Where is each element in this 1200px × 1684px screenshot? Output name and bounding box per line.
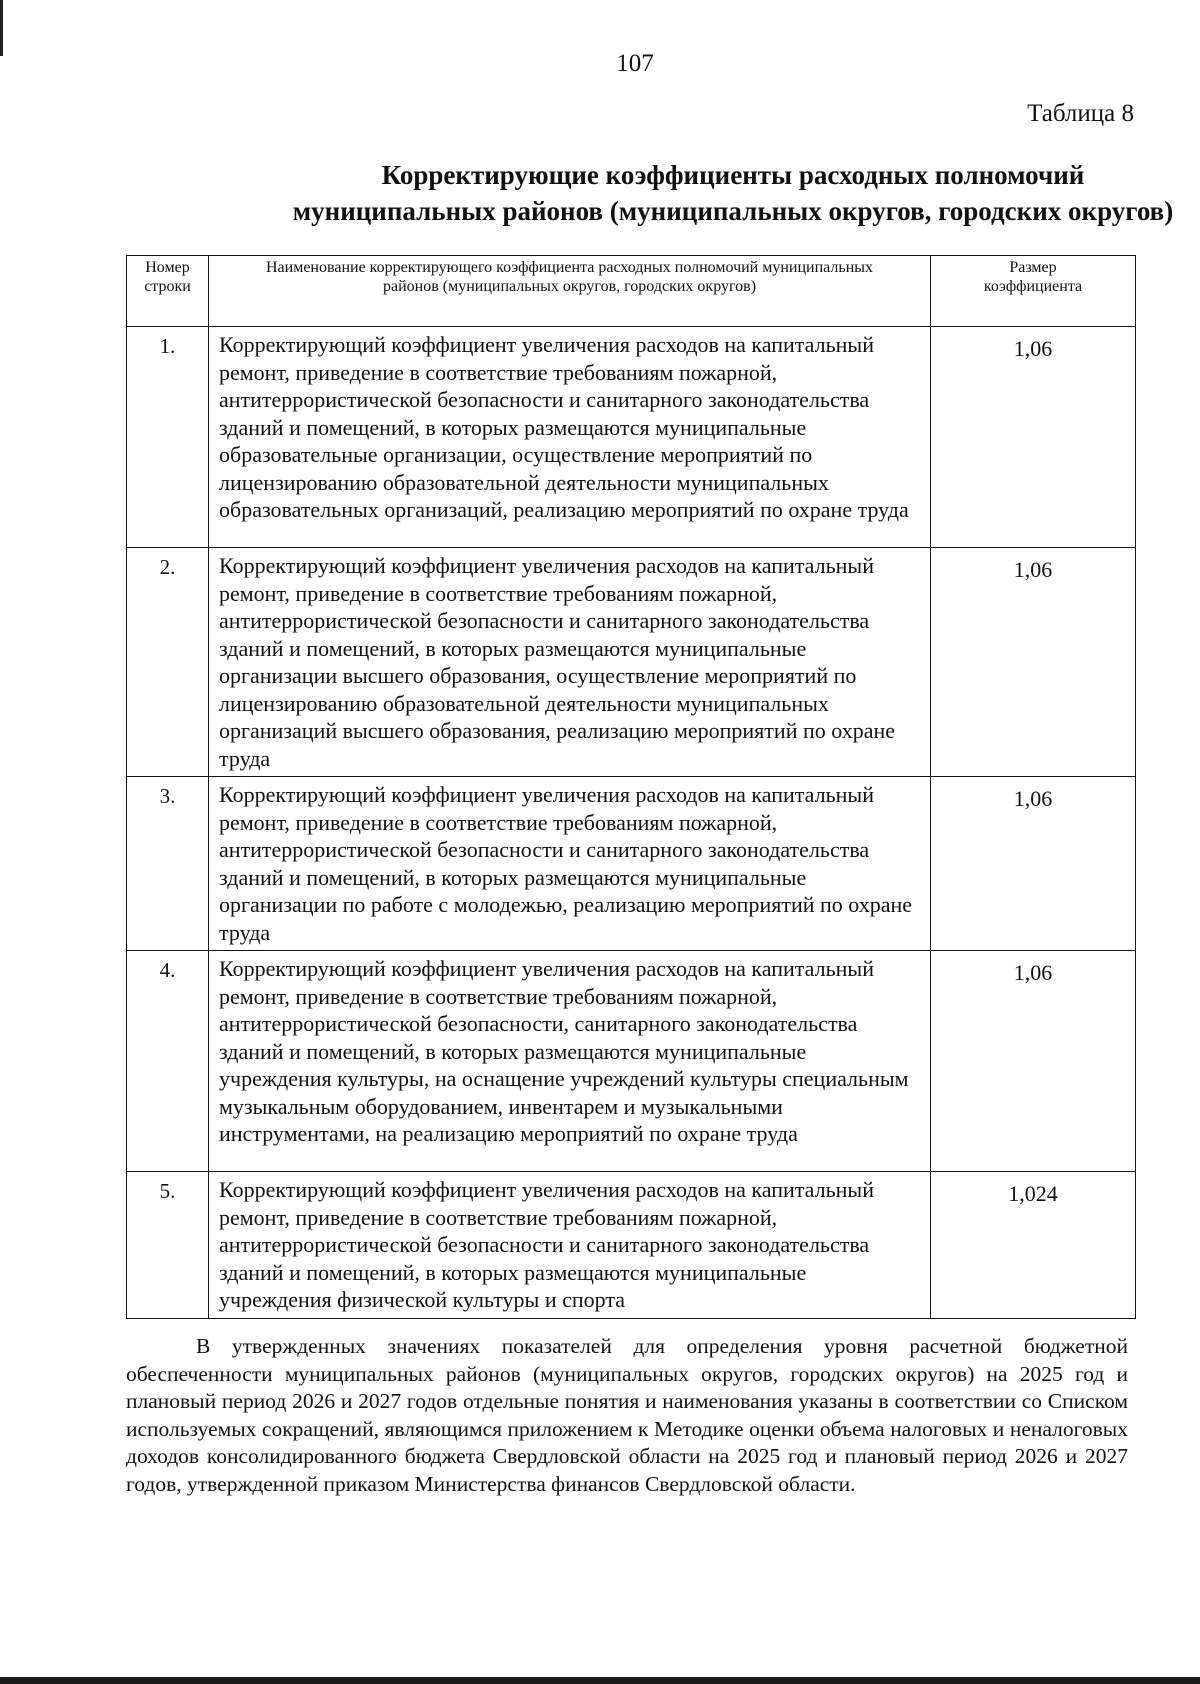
table-body bbox=[127, 327, 1136, 1319]
table-row bbox=[127, 777, 1136, 951]
row-number: 1. bbox=[127, 327, 209, 548]
coefficients-table bbox=[126, 255, 1136, 1319]
coefficient-name: Корректирующий коэффициент увеличения расходов на капитальный ремонт, приведение в соответствие требованиям пожарной, антитеррористической безопасности и санитарного законодательства зданий и помещений, в которых размещаются муниципальные организации высшего образования, осуществление мероприятий по лицензированию образовательной деятельности муниципальных организаций высшего образования, реализацию мероприятий по охране труда bbox=[209, 548, 931, 777]
coefficient-name: Корректирующий коэффициент увеличения расходов на капитальный ремонт, приведение в соответствие требованиям пожарной, антитеррористической безопасности и санитарного законодательства зданий и помещений, в которых размещаются муниципальные образовательные организации, осуществление мероприятий по лицензированию образовательной деятельности муниципальных образовательных организаций, реализацию мероприятий по охране труда bbox=[209, 327, 931, 548]
coefficient-value: 1,024 bbox=[931, 1172, 1136, 1319]
row-number: 4. bbox=[127, 951, 209, 1172]
row-number: 5. bbox=[127, 1172, 209, 1319]
header-row-number: Номер строки bbox=[127, 256, 209, 327]
table-row bbox=[127, 548, 1136, 777]
scan-edge-bottom bbox=[0, 1677, 1200, 1684]
coefficient-value: 1,06 bbox=[931, 327, 1136, 548]
header-coefficient-value: Размер коэффициента bbox=[931, 256, 1136, 327]
table-row bbox=[127, 327, 1136, 548]
coefficient-name: Корректирующий коэффициент увеличения расходов на капитальный ремонт, приведение в соответствие требованиям пожарной, антитеррористической безопасности и санитарного законодательства зданий и помещений, в которых размещаются муниципальные учреждения физической культуры и спорта bbox=[209, 1172, 931, 1319]
table-label: Таблица 8 bbox=[1027, 100, 1134, 127]
body-paragraph: В утвержденных значениях показателей для определения уровня расчетной бюджетной обеспеченности муниципальных районов (муниципальных округов, городских округов) на 2025 год и плановый период 2026 и 2027 годов отдельные понятия и наименования указаны в соответствии со Списком используемых сокращений, являющимся приложением к Методике оценки объема налоговых и неналоговых доходов консолидированного бюджета Свердловской области на 2025 год и плановый период 2026 и 2027 годов, утвержденной приказом Министерства финансов Свердловской области. bbox=[126, 1334, 1128, 1496]
coefficient-value: 1,06 bbox=[931, 951, 1136, 1172]
coefficient-name: Корректирующий коэффициент увеличения расходов на капитальный ремонт, приведение в соответствие требованиям пожарной, антитеррористической безопасности, санитарного законодательства зданий и помещений, в которых размещаются муниципальные учреждения культуры, на оснащение учреждений культуры специальным музыкальным оборудованием, инвентарем и музыкальными инструментами, на реализацию мероприятий по охране труда bbox=[209, 951, 931, 1172]
table-row bbox=[127, 951, 1136, 1172]
table-row bbox=[127, 1172, 1136, 1319]
document-title bbox=[100, 157, 1200, 229]
table-header bbox=[127, 256, 1136, 327]
scan-edge-left bbox=[0, 0, 3, 56]
table-header-row bbox=[127, 256, 1136, 327]
page-number: 107 bbox=[616, 50, 654, 77]
coefficient-name: Корректирующий коэффициент увеличения расходов на капитальный ремонт, приведение в соответствие требованиям пожарной, антитеррористической безопасности и санитарного законодательства зданий и помещений, в которых размещаются муниципальные организации по работе с молодежью, реализацию мероприятий по охране труда bbox=[209, 777, 931, 951]
row-number: 2. bbox=[127, 548, 209, 777]
row-number: 3. bbox=[127, 777, 209, 951]
document-title-line-2: муниципальных районов (муниципальных округов, городских округов) bbox=[292, 196, 1174, 226]
header-coefficient-name: Наименование корректирующего коэффициента расходных полномочий муниципальных районов (муниципальных округов, городских округов) bbox=[209, 256, 931, 327]
coefficient-value: 1,06 bbox=[931, 548, 1136, 777]
document-title-line-1: Корректирующие коэффициенты расходных полномочий bbox=[381, 160, 1085, 190]
coefficient-value: 1,06 bbox=[931, 777, 1136, 951]
